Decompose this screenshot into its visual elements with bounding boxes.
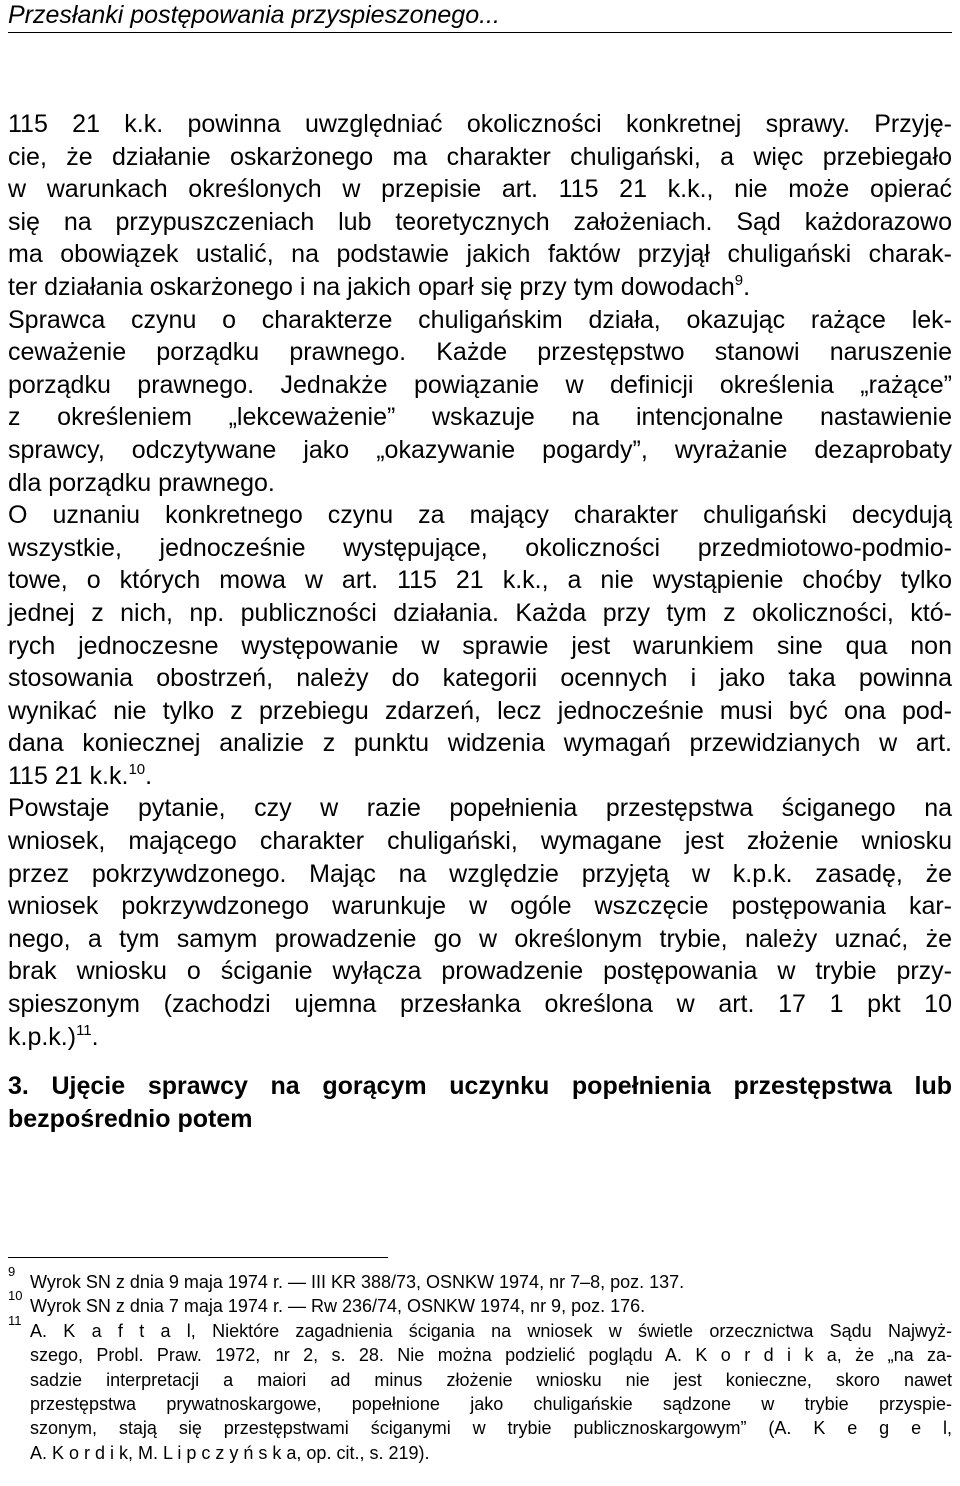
footnote-line: szonym, stają się przestępstwami ściganymi w trybie publicznoskargowym” (A. K e g e l, [30, 1418, 952, 1439]
text-line: rych jednoczesne występowanie w sprawie jest warunkiem sine qua non [8, 631, 952, 660]
paragraph [8, 108, 952, 304]
footnote-ref: 10 [128, 760, 146, 778]
heading-line: 3. Ujęcie sprawcy na gorącym uczynku popełnienia przestępstwa lub [8, 1072, 952, 1101]
footnote [8, 1264, 952, 1294]
text-line: z określeniem „lekceważenie” wskazuje na intencjonalne nastawienie [8, 403, 952, 432]
footnote-number: 9 [8, 1264, 16, 1279]
paragraph [8, 304, 952, 500]
footnotes [8, 1264, 952, 1465]
text-line: wniosek pokrzywdzonego warunkuje w ogóle wszczęcie postępowania kar- [8, 892, 952, 921]
text-line: przez pokrzywdzonego. Mając na względzie przyjętą w k.p.k. zasadę, że [8, 859, 952, 888]
line-text: k.p.k.) [8, 1022, 77, 1051]
text-line [8, 760, 952, 793]
footnote-line: sadzie interpretacji a maiori ad minus złożenie wniosku nie jest konieczne, skoro nawet [30, 1369, 952, 1390]
line-end: . [91, 1022, 99, 1051]
text-line: stosowania obostrzeń, należy do kategorii ocennych i jako taka powinna [8, 664, 952, 693]
text-line: w warunkach określonych w przepisie art. 115 21 k.k., nie może opierać [8, 175, 952, 204]
text-line: 115 21 k.k. powinna uwzględniać okoliczności konkretnej sprawy. Przyję- [8, 110, 952, 138]
text-line: wszystkie, jednocześnie występujące, okoliczności przedmiotowo-podmio- [8, 533, 952, 562]
footnote-line: A. K a f t a l, Niektóre zagadnienia ścigania na wniosek w świetle orzecznictwa Sądu Najwyż- [30, 1320, 952, 1341]
text-line [8, 271, 952, 304]
text-line: Powstaje pytanie, czy w razie popełnienia przestępstwa ściganego na [8, 794, 952, 823]
text-line: wniosek, mającego charakter chuligański, wymagane jest złożenie wniosku [8, 827, 952, 856]
heading-line: bezpośrednio potem [8, 1104, 253, 1133]
body-text [8, 108, 952, 1135]
footnote-number: 10 [8, 1288, 23, 1304]
text-line: Sprawca czynu o charakterze chuligańskim działa, okazując rażące lek- [8, 305, 952, 334]
line-text: ter działania oskarżonego i na jakich oparł się przy tym dowodach [8, 272, 735, 301]
footnote-line: A. K o r d i k, M. L i p c z y ń s k a, op. cit., s. 219). [30, 1442, 430, 1463]
text-line: brak wniosku o ściganie wyłącza prowadzenie postępowania w trybie przy- [8, 957, 952, 986]
text-line: nego, a tym samym prowadzenie go w określonym trybie, należy uznać, że [8, 924, 952, 953]
text-line: wynikać nie tylko z przebiegu zdarzeń, lecz jednocześnie musi być ona pod- [8, 696, 952, 725]
text-line: ceważenie porządku prawnego. Każde przestępstwo stanowi naruszenie [8, 338, 952, 367]
footnote-line: przestępstwa prywatnoskargowe, popełnione jako chuligańskie sądzone w trybie przyspie- [30, 1393, 952, 1414]
line-text: 115 21 k.k. [8, 761, 129, 790]
text-line: jednej z nich, np. publiczności działania. Każda przy tym z okoliczności, któ- [8, 598, 952, 627]
footnote-ref: 11 [76, 1021, 92, 1039]
text-line: dana koniecznej analizie z punktu widzenia wymagań przewidzianych w art. [8, 729, 952, 758]
footnote-rule [8, 1257, 388, 1258]
footnote-ref: 9 [734, 271, 744, 289]
section-heading [8, 1070, 952, 1135]
text-line: się na przypuszczeniach lub teoretycznych założeniach. Sąd każdorazowo [8, 207, 952, 236]
footnote-line: Wyrok SN z dnia 7 maja 1974 r. — Rw 236/74, OSNKW 1974, nr 9, poz. 176. [30, 1296, 646, 1317]
text-line: sprawcy, odczytywane jako „okazywanie pogardy”, wyrażanie dezaprobaty [8, 435, 952, 464]
text-line: cie, że działanie oskarżonego ma charakter chuligański, a więc przebiegało [8, 142, 952, 171]
footnote-number: 11 [8, 1312, 22, 1328]
paragraph [8, 499, 952, 792]
running-header: Przesłanki postępowania przyspieszonego... [8, 0, 952, 33]
text-line: dla porządku prawnego. [8, 468, 275, 497]
text-line: ma obowiązek ustalić, na podstawie jakich faktów przyjął chuligański charak- [8, 240, 952, 269]
text-line: spieszonym (zachodzi ujemna przesłanka określona w art. 17 1 pkt 10 [8, 990, 952, 1019]
text-line [8, 1021, 952, 1054]
footnote-line: szego, Probl. Praw. 1972, nr 2, s. 28. Nie można podzielić poglądu A. K o r d i k a, że „na za- [30, 1345, 952, 1366]
text-line: porządku prawnego. Jednakże powiązanie w definicji określenia „rażące” [8, 370, 952, 399]
footnote [8, 1288, 952, 1318]
line-end: . [145, 761, 153, 790]
line-end: . [743, 272, 751, 301]
footnote-line: Wyrok SN z dnia 9 maja 1974 r. — III KR 388/73, OSNKW 1974, nr 7–8, poz. 137. [30, 1272, 685, 1292]
paragraphs [8, 108, 952, 1053]
text-line: towe, o których mowa w art. 115 21 k.k., a nie wystąpienie choćby tylko [8, 566, 952, 595]
text-line: O uznaniu konkretnego czynu za mający charakter chuligański decydują [8, 501, 952, 530]
paragraph [8, 792, 952, 1053]
footnote [8, 1312, 952, 1465]
